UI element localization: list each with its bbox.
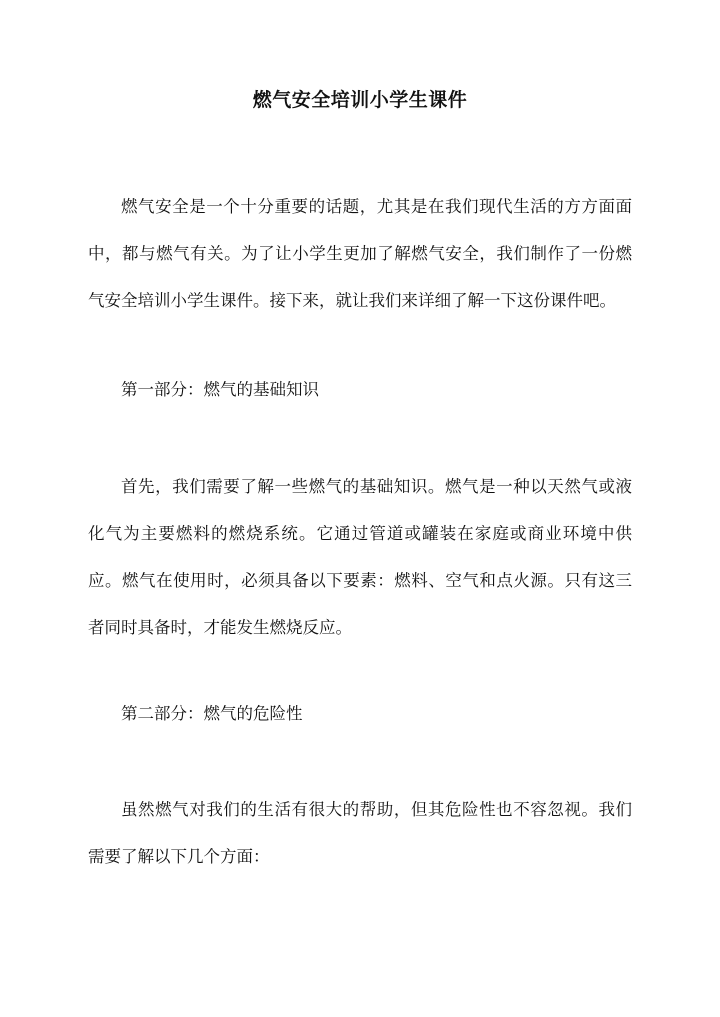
danger-paragraph: 虽然燃气对我们的生活有很大的帮助，但其危险性也不容忽视。我们需要了解以下几个方面：	[88, 800, 632, 866]
intro-paragraph: 燃气安全是一个十分重要的话题，尤其是在我们现代生活的方方面面中，都与燃气有关。为了让小学生更加了解燃气安全，我们制作了一份燃气安全培训小学生课件。接下来，就让我们来详细了解一下这份课件吧。	[88, 197, 632, 310]
basics-paragraph: 首先，我们需要了解一些燃气的基础知识。燃气是一种以天然气或液化气为主要燃料的燃烧系统。它通过管道或罐装在家庭或商业环境中供应。燃气在使用时，必须具备以下要素：燃料、空气和点火源。只有这三者同时具备时，才能发生燃烧反应。	[88, 477, 632, 637]
section-heading-danger: 第二部分：燃气的危险性	[121, 704, 303, 723]
section-heading-basics: 第一部分：燃气的基础知识	[121, 380, 319, 399]
document-title: 燃气安全培训小学生课件	[252, 89, 468, 111]
